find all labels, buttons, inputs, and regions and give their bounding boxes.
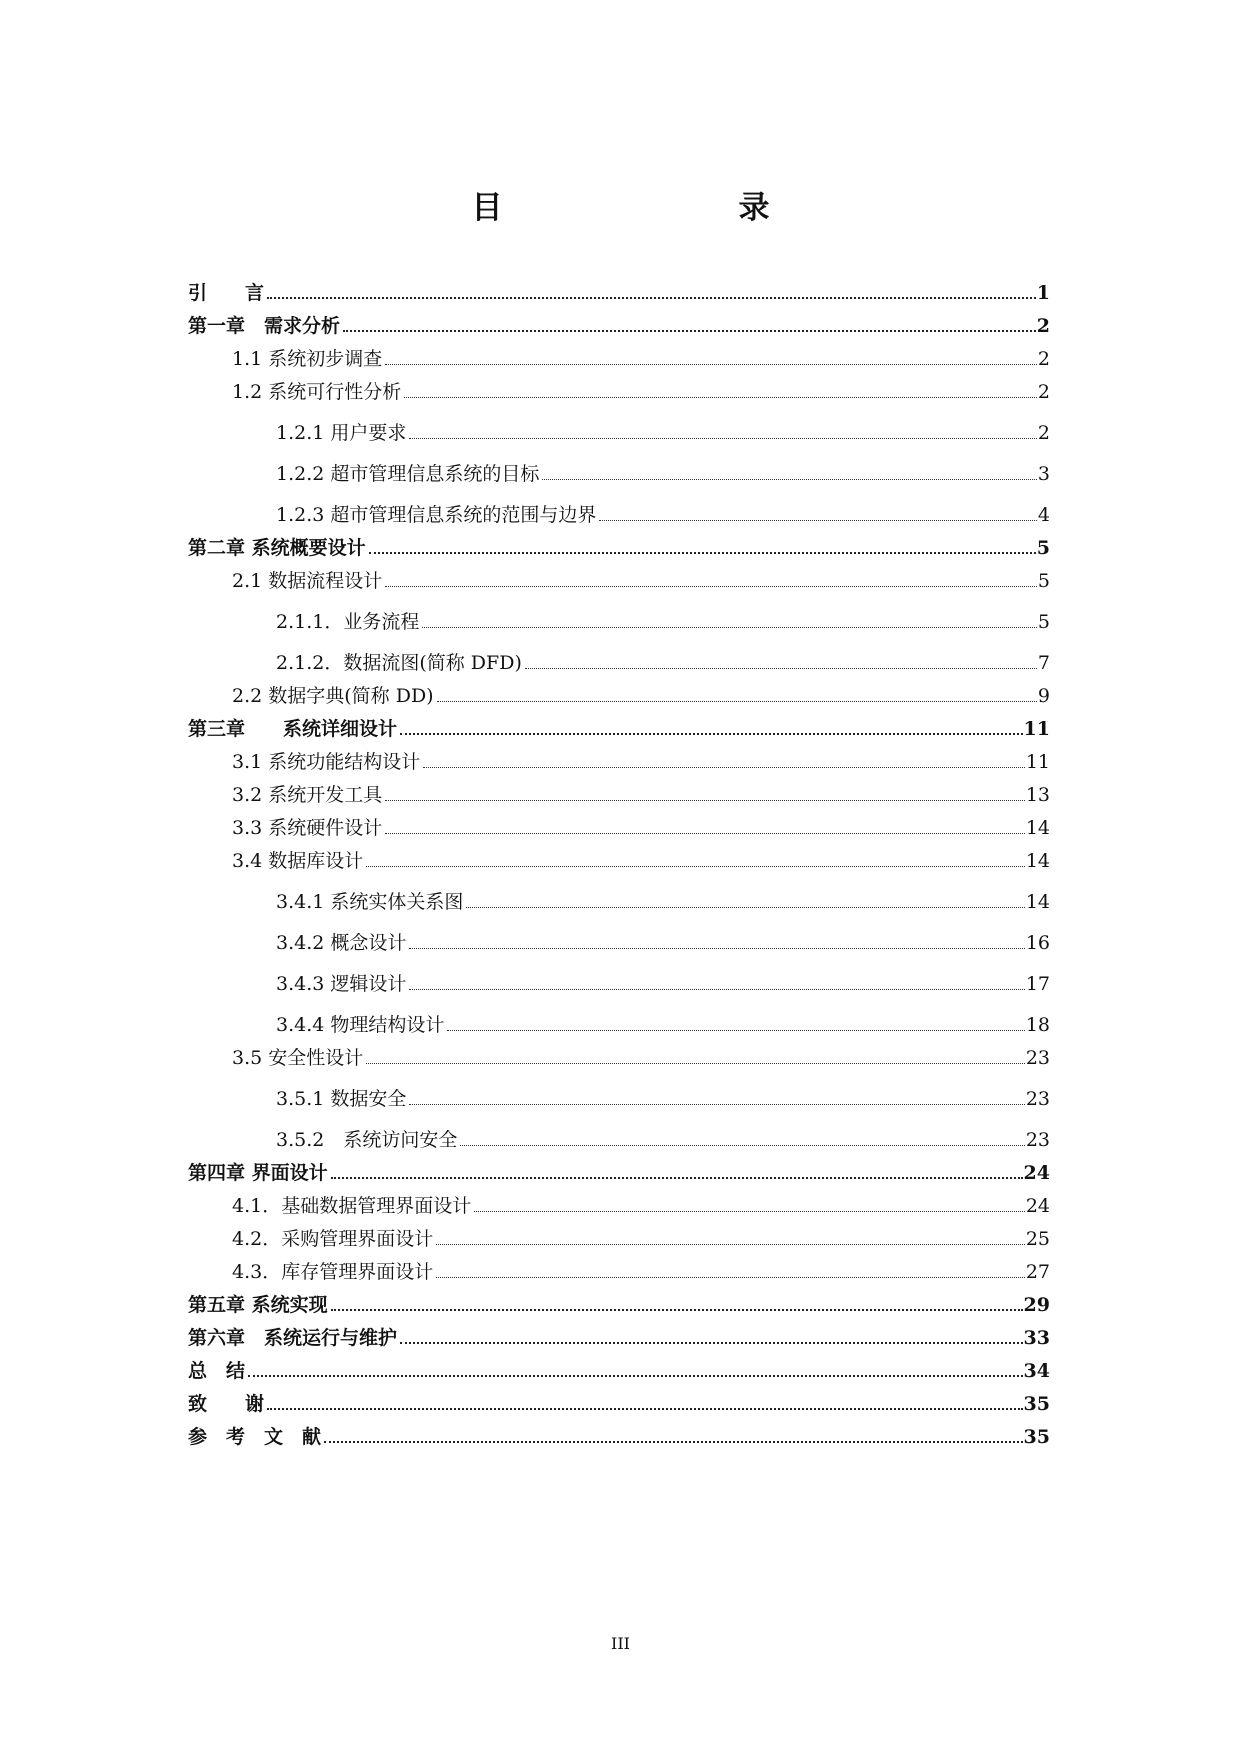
toc-entry-label: 3.3 系统硬件设计 xyxy=(232,817,383,839)
toc-dot-leader xyxy=(404,397,1037,398)
toc-entry[interactable] xyxy=(188,1037,1050,1070)
toc-entry-page-number: 11 xyxy=(1025,751,1050,773)
toc-entry[interactable] xyxy=(188,560,1050,593)
toc-entry-page-number: 2 xyxy=(1037,381,1050,403)
toc-entry-label: 总 结 xyxy=(188,1360,246,1382)
toc-entry[interactable] xyxy=(188,675,1050,708)
toc-entry-page-number: 23 xyxy=(1025,1047,1050,1069)
toc-entry-label: 4.3．库存管理界面设计 xyxy=(232,1261,434,1283)
toc-entry-page-number: 14 xyxy=(1025,817,1050,839)
toc-entry-label: 3.5.1 数据安全 xyxy=(276,1088,407,1110)
toc-entry[interactable] xyxy=(188,593,1050,634)
toc-entry[interactable] xyxy=(188,741,1050,774)
toc-dot-leader xyxy=(400,1342,1023,1344)
toc-dot-leader xyxy=(436,1244,1025,1245)
toc-dot-leader xyxy=(400,733,1023,735)
toc-entry-page-number: 23 xyxy=(1025,1129,1050,1151)
toc-dot-leader xyxy=(474,1211,1025,1212)
toc-entry[interactable] xyxy=(188,371,1050,404)
toc-entry[interactable] xyxy=(188,840,1050,873)
toc-entry-label: 3.1 系统功能结构设计 xyxy=(232,751,421,773)
toc-dot-leader xyxy=(599,520,1037,521)
toc-dot-leader xyxy=(369,552,1036,554)
toc-entry-label: 第五章 系统实现 xyxy=(188,1294,328,1316)
toc-dot-leader xyxy=(437,701,1037,702)
toc-dot-leader xyxy=(460,1145,1024,1146)
toc-entry[interactable] xyxy=(188,1251,1050,1284)
toc-entry-page-number: 25 xyxy=(1025,1228,1050,1250)
toc-dot-leader xyxy=(423,767,1025,768)
toc-entry-label: 参 考 文 献 xyxy=(188,1426,322,1448)
toc-dot-leader xyxy=(422,627,1037,628)
toc-entry-page-number: 3 xyxy=(1037,463,1050,485)
toc-dot-leader xyxy=(409,989,1024,990)
toc-entry-page-number: 5 xyxy=(1037,611,1050,633)
toc-entry-label: 第三章 系统详细设计 xyxy=(188,718,398,740)
toc-entry-label: 1.2.1 用户要求 xyxy=(276,422,407,444)
toc-dot-leader xyxy=(436,1277,1025,1278)
toc-entry[interactable] xyxy=(188,1111,1050,1152)
toc-entry-page-number: 5 xyxy=(1036,537,1050,559)
toc-entry-label: 第四章 界面设计 xyxy=(188,1162,328,1184)
toc-entry-label: 1.1 系统初步调查 xyxy=(232,348,383,370)
toc-dot-leader xyxy=(409,1104,1024,1105)
toc-dot-leader xyxy=(385,800,1025,801)
toc-entry[interactable] xyxy=(188,445,1050,486)
toc-entry-label: 3.5.2 系统访问安全 xyxy=(276,1129,458,1151)
toc-dot-leader xyxy=(267,297,1036,299)
toc-entry-page-number: 13 xyxy=(1025,784,1050,806)
toc-entry[interactable] xyxy=(188,1317,1050,1350)
toc-entry[interactable] xyxy=(188,708,1050,741)
toc-entry-label: 3.4 数据库设计 xyxy=(232,850,364,872)
toc-entry[interactable] xyxy=(188,996,1050,1037)
toc-entry[interactable] xyxy=(188,873,1050,914)
toc-entry[interactable] xyxy=(188,774,1050,807)
toc-dot-leader xyxy=(409,948,1024,949)
toc-dot-leader xyxy=(331,1177,1023,1179)
table-of-contents xyxy=(188,272,1050,1449)
toc-entry[interactable] xyxy=(188,404,1050,445)
toc-entry-page-number: 14 xyxy=(1025,850,1050,872)
toc-entry-label: 2.1.2．数据流图(简称 DFD) xyxy=(276,652,522,674)
toc-entry-label: 2.2 数据字典(简称 DD) xyxy=(232,685,434,707)
toc-dot-leader xyxy=(409,438,1037,439)
toc-dot-leader xyxy=(447,1030,1024,1031)
toc-entry-page-number: 24 xyxy=(1025,1195,1050,1217)
toc-entry-page-number: 16 xyxy=(1025,932,1050,954)
toc-entry-label: 4.2．采购管理界面设计 xyxy=(232,1228,434,1250)
toc-entry[interactable] xyxy=(188,272,1050,305)
toc-dot-leader xyxy=(385,586,1037,587)
toc-entry-page-number: 29 xyxy=(1023,1294,1050,1316)
toc-entry[interactable] xyxy=(188,305,1050,338)
toc-entry[interactable] xyxy=(188,807,1050,840)
toc-entry-label: 3.5 安全性设计 xyxy=(232,1047,364,1069)
toc-entry-page-number: 5 xyxy=(1037,570,1050,592)
toc-entry-page-number: 7 xyxy=(1037,652,1050,674)
toc-entry-page-number: 1 xyxy=(1036,282,1050,304)
toc-entry[interactable] xyxy=(188,955,1050,996)
toc-entry-page-number: 24 xyxy=(1023,1162,1050,1184)
toc-entry-label: 第六章 系统运行与维护 xyxy=(188,1327,398,1349)
toc-entry-page-number: 11 xyxy=(1023,718,1050,740)
toc-dot-leader xyxy=(331,1309,1023,1311)
toc-entry[interactable] xyxy=(188,1284,1050,1317)
toc-entry-label: 3.4.3 逻辑设计 xyxy=(276,973,407,995)
toc-entry-page-number: 18 xyxy=(1025,1014,1050,1036)
toc-dot-leader xyxy=(385,364,1037,365)
toc-entry[interactable] xyxy=(188,486,1050,527)
toc-entry-label: 4.1．基础数据管理界面设计 xyxy=(232,1195,472,1217)
toc-entry-page-number: 4 xyxy=(1037,504,1050,526)
toc-dot-leader xyxy=(324,1441,1023,1443)
toc-entry[interactable] xyxy=(188,1185,1050,1218)
toc-dot-leader xyxy=(267,1408,1023,1410)
toc-dot-leader xyxy=(248,1375,1023,1377)
toc-entry[interactable] xyxy=(188,1416,1050,1449)
toc-entry-page-number: 33 xyxy=(1023,1327,1050,1349)
toc-dot-leader xyxy=(466,907,1024,908)
toc-entry-page-number: 27 xyxy=(1025,1261,1050,1283)
toc-entry-label: 引 言 xyxy=(188,282,265,304)
toc-entry-label: 1.2.2 超市管理信息系统的目标 xyxy=(276,463,540,485)
toc-entry-page-number: 9 xyxy=(1037,685,1050,707)
toc-entry-page-number: 14 xyxy=(1025,891,1050,913)
toc-entry-page-number: 34 xyxy=(1023,1360,1050,1382)
toc-entry-page-number: 35 xyxy=(1023,1426,1050,1448)
toc-entry-page-number: 2 xyxy=(1037,422,1050,444)
toc-entry-label: 第一章 需求分析 xyxy=(188,315,341,337)
toc-entry-label: 1.2.3 超市管理信息系统的范围与边界 xyxy=(276,504,597,526)
toc-entry-page-number: 35 xyxy=(1023,1393,1050,1415)
toc-entry[interactable] xyxy=(188,527,1050,560)
toc-entry[interactable] xyxy=(188,1218,1050,1251)
toc-entry-page-number: 2 xyxy=(1037,348,1050,370)
toc-entry[interactable] xyxy=(188,1152,1050,1185)
toc-dot-leader xyxy=(366,1063,1025,1064)
toc-dot-leader xyxy=(366,866,1025,867)
toc-entry-label: 2.1 数据流程设计 xyxy=(232,570,383,592)
toc-dot-leader xyxy=(525,668,1037,669)
toc-entry[interactable] xyxy=(188,1383,1050,1416)
toc-entry[interactable] xyxy=(188,634,1050,675)
toc-entry-label: 1.2 系统可行性分析 xyxy=(232,381,402,403)
toc-entry-page-number: 17 xyxy=(1025,973,1050,995)
toc-entry-page-number: 2 xyxy=(1036,315,1050,337)
toc-entry-label: 3.4.2 概念设计 xyxy=(276,932,407,954)
toc-entry-label: 3.2 系统开发工具 xyxy=(232,784,383,806)
toc-dot-leader xyxy=(385,833,1025,834)
toc-dot-leader xyxy=(542,479,1037,480)
toc-entry[interactable] xyxy=(188,1070,1050,1111)
toc-entry-label: 2.1.1．业务流程 xyxy=(276,611,420,633)
toc-entry[interactable] xyxy=(188,338,1050,371)
toc-dot-leader xyxy=(343,330,1036,332)
toc-entry-label: 致 谢 xyxy=(188,1393,265,1415)
page-title: 目 录 xyxy=(471,190,828,226)
toc-entry-page-number: 23 xyxy=(1025,1088,1050,1110)
toc-entry[interactable] xyxy=(188,1350,1050,1383)
toc-entry-label: 3.4.4 物理结构设计 xyxy=(276,1014,445,1036)
toc-entry-label: 第二章 系统概要设计 xyxy=(188,537,366,559)
toc-entry-label: 3.4.1 系统实体关系图 xyxy=(276,891,464,913)
footer-page-number: III xyxy=(611,1634,630,1653)
toc-entry[interactable] xyxy=(188,914,1050,955)
